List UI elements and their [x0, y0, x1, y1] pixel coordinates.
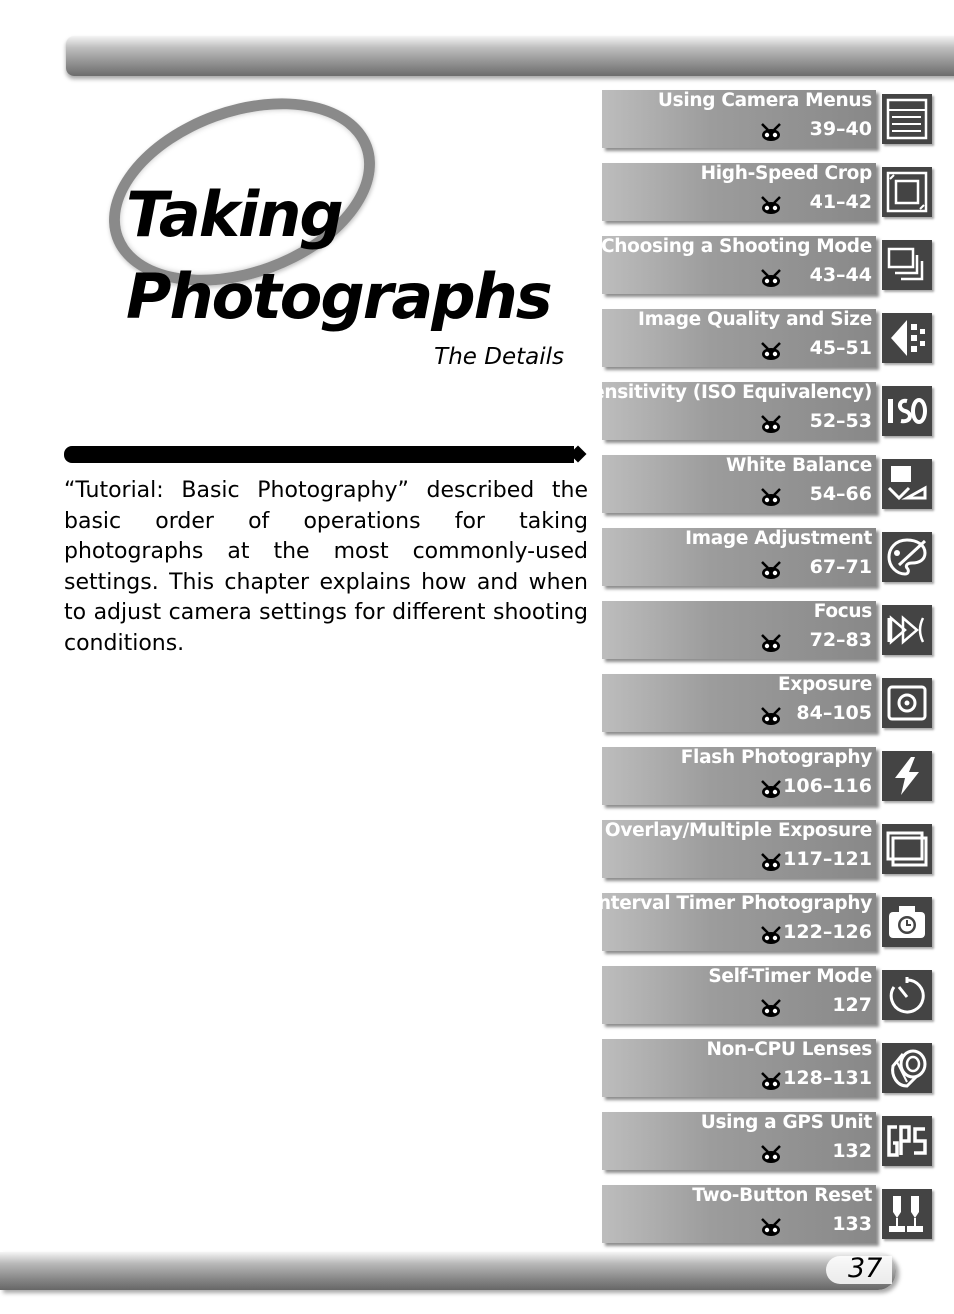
page-reference-icon [760, 1069, 782, 1091]
page-reference-icon [760, 923, 782, 945]
intro-paragraph: “Tutorial: Basic Photography” described the basic order of operations for taking photographs at the most commonly-used settings. This chapter explains how and when to adjust camera settings for different shooting conditions. [64, 478, 588, 656]
toc-item-label: Choosing a Shooting Mode [601, 236, 872, 257]
toc-panel [602, 1112, 876, 1170]
toc-panel [602, 455, 876, 513]
toc-item-pages: 128–131 [783, 1067, 872, 1089]
header-bar [66, 36, 954, 76]
toc-item-label: Sensitivity (ISO Equivalency) [579, 382, 872, 403]
toc-panel [602, 1185, 876, 1243]
menu-list-icon [882, 94, 932, 144]
toc-panel [602, 236, 876, 294]
page-reference-icon [760, 1142, 782, 1164]
two-button-reset-icon [882, 1189, 932, 1239]
iso-icon [882, 386, 932, 436]
toc-panel [602, 309, 876, 367]
gps-icon [882, 1116, 932, 1166]
page-reference-icon [760, 996, 782, 1018]
toc-panel [602, 90, 876, 148]
toc-item-pages: 43–44 [809, 264, 872, 286]
toc-item-label: Using Camera Menus [657, 90, 872, 111]
toc-item[interactable] [602, 236, 932, 300]
toc-item[interactable] [602, 747, 932, 811]
toc-item-pages: 117–121 [783, 848, 872, 870]
toc-item-pages: 106–116 [783, 775, 872, 797]
page-reference-icon [760, 631, 782, 653]
focus-icon [882, 605, 932, 655]
image-quality-icon [882, 313, 932, 363]
metering-icon [882, 678, 932, 728]
overlay-icon [882, 824, 932, 874]
page-number: 37 [848, 1253, 883, 1284]
toc-item-pages: 72–83 [809, 629, 872, 651]
toc-item[interactable] [602, 1185, 932, 1249]
toc-panel [602, 601, 876, 659]
toc-item-label: Non-CPU Lenses [706, 1039, 872, 1060]
toc-item-pages: 39–40 [809, 118, 872, 140]
toc-panel [602, 820, 876, 878]
toc-item[interactable] [602, 820, 932, 884]
toc-item[interactable] [602, 1112, 932, 1176]
toc-panel [602, 163, 876, 221]
toc-item-label: Using a GPS Unit [700, 1112, 872, 1133]
crop-frame-icon [882, 167, 932, 217]
page-reference-icon [760, 558, 782, 580]
flash-icon [882, 751, 932, 801]
toc-item[interactable] [602, 163, 932, 227]
toc-item-label: Image Adjustment [685, 528, 872, 549]
page-reference-icon [760, 777, 782, 799]
page-reference-icon [760, 120, 782, 142]
lens-icon [882, 1043, 932, 1093]
page-reference-icon [760, 850, 782, 872]
page-reference-icon [760, 266, 782, 288]
section-rule [64, 446, 574, 463]
toc-item-label: Exposure [778, 674, 872, 695]
toc-panel [579, 382, 876, 440]
page-reference-icon [760, 339, 782, 361]
toc-item-label: High-Speed Crop [700, 163, 872, 184]
palette-icon [882, 532, 932, 582]
toc-item-pages: 41–42 [809, 191, 872, 213]
toc-item[interactable] [591, 893, 932, 957]
page-reference-icon [760, 1215, 782, 1237]
toc-item-label: Flash Photography [680, 747, 872, 768]
toc-item-label: Overlay/Multiple Exposure [604, 820, 872, 841]
toc-item[interactable] [602, 309, 932, 373]
chapter-title-line1: Taking [126, 178, 342, 251]
toc-panel [602, 1039, 876, 1097]
toc-item-pages: 127 [832, 994, 872, 1016]
toc-panel [602, 966, 876, 1024]
page-reference-icon [760, 704, 782, 726]
chapter-subtitle: The Details [434, 344, 564, 370]
toc-item-pages: 122–126 [783, 921, 872, 943]
toc-item-pages: 84–105 [796, 702, 872, 724]
toc-panel [602, 747, 876, 805]
self-timer-icon [882, 970, 932, 1020]
interval-timer-icon [882, 897, 932, 947]
toc-item-label: Focus [813, 601, 872, 622]
toc-item-label: Self-Timer Mode [708, 966, 872, 987]
toc-panel [591, 893, 876, 951]
toc-item[interactable] [602, 966, 932, 1030]
toc-item[interactable] [602, 601, 932, 665]
page-reference-icon [760, 485, 782, 507]
toc-item-label: Image Quality and Size [638, 309, 872, 330]
toc-item-pages: 54–66 [809, 483, 872, 505]
chapter-title-line2: Photographs [126, 260, 551, 333]
toc-item[interactable] [602, 674, 932, 738]
page-reference-icon [760, 193, 782, 215]
toc-item-label: Interval Timer Photography [591, 893, 872, 914]
toc-item-label: Two-Button Reset [692, 1185, 872, 1206]
toc-item-pages: 132 [832, 1140, 872, 1162]
footer-bar [0, 1252, 896, 1290]
toc-item-pages: 45–51 [809, 337, 872, 359]
shooting-mode-icon [882, 240, 932, 290]
toc-panel [602, 528, 876, 586]
toc-item[interactable] [602, 90, 932, 154]
toc-item[interactable] [602, 455, 932, 519]
toc-panel [602, 674, 876, 732]
toc-item-pages: 133 [832, 1213, 872, 1235]
toc-item-pages: 52–53 [809, 410, 872, 432]
toc-item-label: White Balance [726, 455, 872, 476]
toc-item[interactable] [602, 528, 932, 592]
toc-item[interactable] [579, 382, 932, 446]
white-balance-icon [882, 459, 932, 509]
toc-item-pages: 67–71 [809, 556, 872, 578]
page-reference-icon [760, 412, 782, 434]
toc-item[interactable] [602, 1039, 932, 1103]
